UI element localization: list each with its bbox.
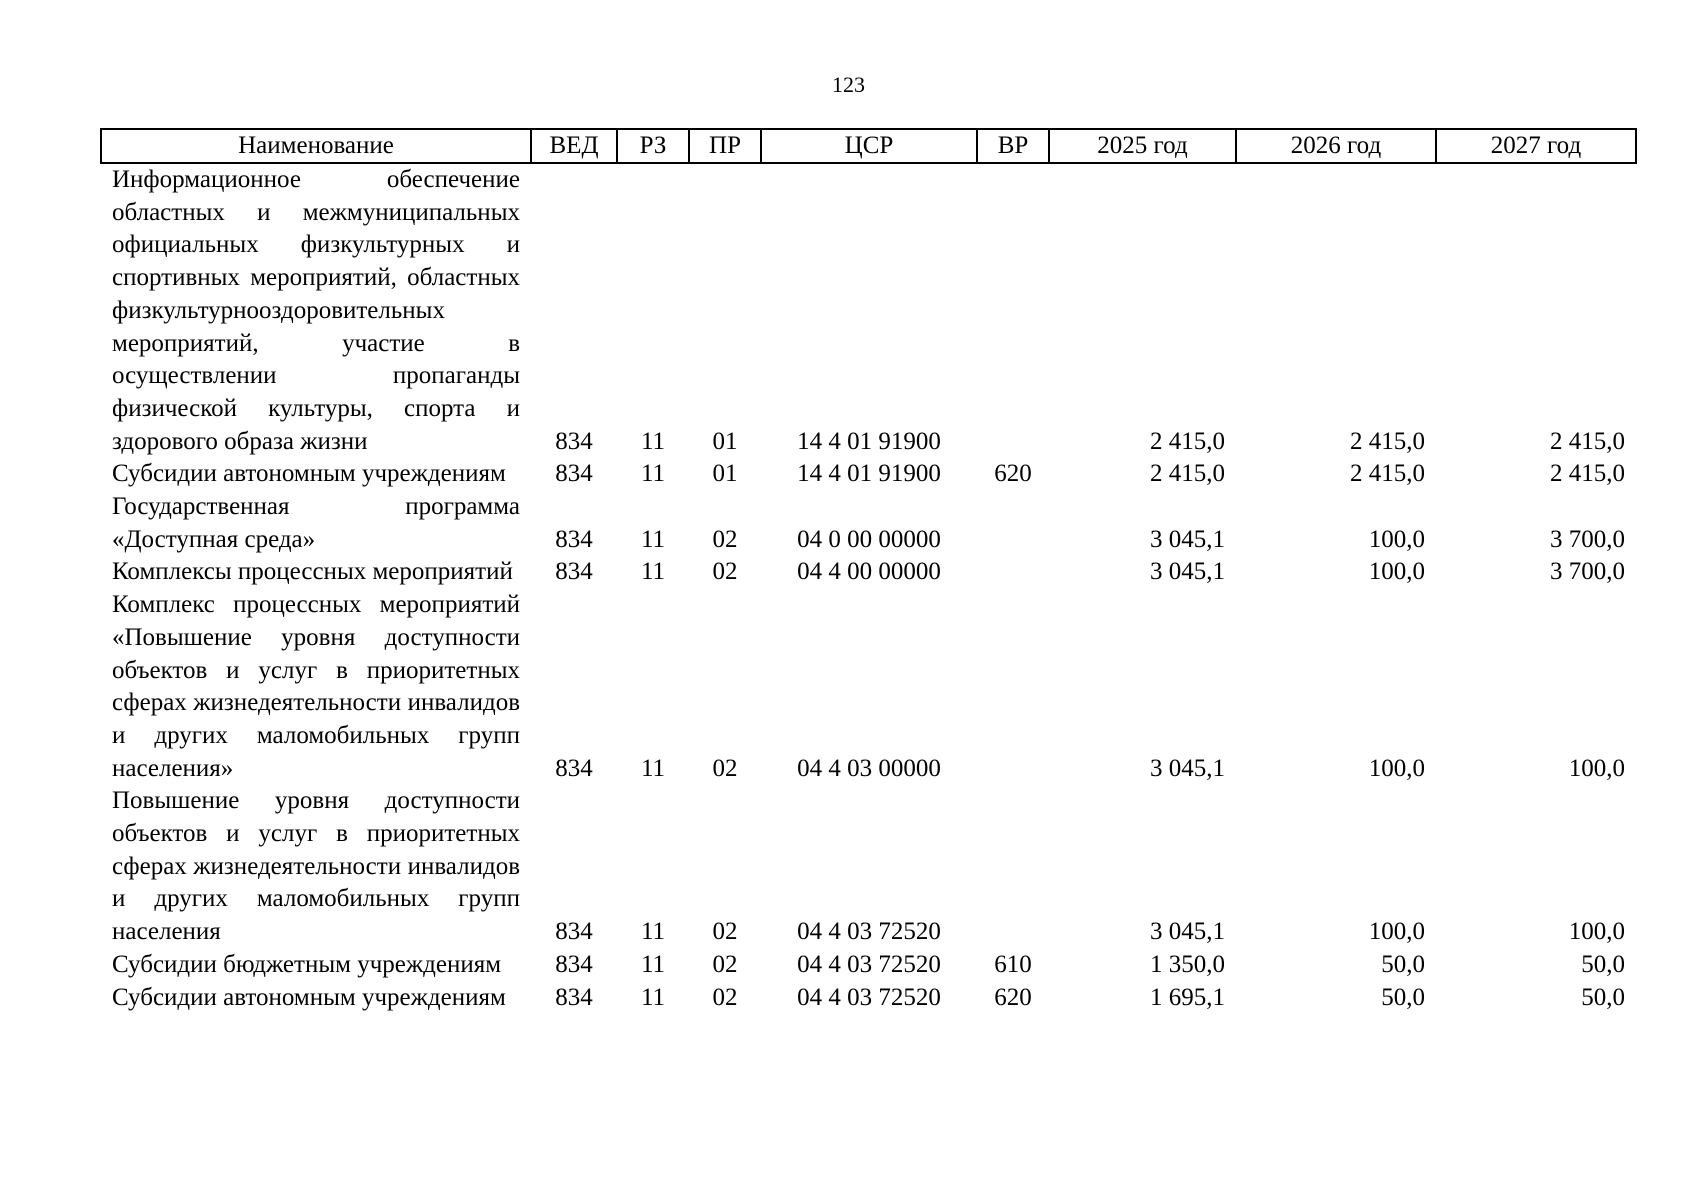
header-name: Наименование xyxy=(101,129,531,163)
row-name: Субсидии автономным учреждениям xyxy=(112,983,506,1011)
row-rz: 11 xyxy=(640,460,666,488)
row-vr xyxy=(977,491,1049,556)
row-2026: 50,0 xyxy=(1381,983,1425,1011)
row-2027: 3 700,0 xyxy=(1550,558,1625,586)
budget-table xyxy=(100,128,1637,1014)
row-pr: 02 xyxy=(712,918,738,946)
row-2027: 50,0 xyxy=(1581,950,1625,978)
row-2025: 3 045,1 xyxy=(1150,918,1225,946)
row-name: Субсидии бюджетным учреждениям xyxy=(112,950,502,978)
table-row xyxy=(101,556,1636,589)
header-csr: ЦСР xyxy=(761,129,977,163)
row-ved: 834 xyxy=(555,754,593,782)
row-csr: 14 4 01 91900 xyxy=(797,460,941,488)
row-vr xyxy=(977,785,1049,949)
row-pr: 02 xyxy=(712,983,738,1011)
row-2026: 100,0 xyxy=(1368,918,1425,946)
row-vr: 620 xyxy=(994,460,1032,488)
row-csr: 04 0 00 00000 xyxy=(797,525,941,553)
table-row xyxy=(101,589,1636,785)
row-2025: 1 695,1 xyxy=(1150,983,1225,1011)
row-rz: 11 xyxy=(640,754,666,782)
table-row xyxy=(101,949,1636,982)
row-rz: 11 xyxy=(640,983,666,1011)
row-2025: 3 045,1 xyxy=(1150,525,1225,553)
header-pr: ПР xyxy=(689,129,761,163)
row-rz: 11 xyxy=(640,525,666,553)
page-number: 123 xyxy=(832,72,865,97)
row-name: Государственная программа «Доступная среда» xyxy=(112,493,520,553)
header-2026: 2026 год xyxy=(1236,129,1436,163)
row-csr: 04 4 03 00000 xyxy=(797,754,941,782)
row-2027: 100,0 xyxy=(1568,918,1625,946)
row-csr: 04 4 03 72520 xyxy=(797,950,941,978)
row-2026: 100,0 xyxy=(1368,525,1425,553)
row-ved: 834 xyxy=(555,525,593,553)
row-2025: 3 045,1 xyxy=(1150,558,1225,586)
header-2027: 2027 год xyxy=(1436,129,1636,163)
row-pr: 02 xyxy=(712,525,738,553)
row-2026: 50,0 xyxy=(1381,950,1425,978)
row-ved: 834 xyxy=(555,558,593,586)
row-2026: 100,0 xyxy=(1368,754,1425,782)
row-2027: 2 415,0 xyxy=(1550,460,1625,488)
table-row xyxy=(101,163,1636,458)
row-2025: 3 045,1 xyxy=(1150,754,1225,782)
row-pr: 01 xyxy=(712,427,738,455)
row-2027: 100,0 xyxy=(1568,754,1625,782)
row-pr: 02 xyxy=(712,558,738,586)
row-name: Субсидии автономным учреждениям xyxy=(112,460,506,488)
row-pr: 02 xyxy=(712,950,738,978)
row-ved: 834 xyxy=(555,460,593,488)
row-ved: 834 xyxy=(555,427,593,455)
row-rz: 11 xyxy=(640,558,666,586)
row-pr: 01 xyxy=(712,460,738,488)
row-2027: 2 415,0 xyxy=(1550,427,1625,455)
row-pr: 02 xyxy=(712,754,738,782)
row-ved: 834 xyxy=(555,918,593,946)
row-name: Комплексы процессных мероприятий xyxy=(112,558,513,586)
header-rz: РЗ xyxy=(617,129,689,163)
row-csr: 14 4 01 91900 xyxy=(797,427,941,455)
row-vr: 610 xyxy=(994,950,1032,978)
row-csr: 04 4 00 00000 xyxy=(797,558,941,586)
table-row xyxy=(101,491,1636,556)
header-2025: 2025 год xyxy=(1049,129,1236,163)
table-row xyxy=(101,785,1636,949)
table-header xyxy=(101,129,1636,163)
table-row xyxy=(101,458,1636,491)
row-2025: 2 415,0 xyxy=(1150,460,1225,488)
row-2025: 1 350,0 xyxy=(1150,950,1225,978)
row-vr xyxy=(977,589,1049,785)
row-csr: 04 4 03 72520 xyxy=(797,918,941,946)
row-rz: 11 xyxy=(640,427,666,455)
row-vr: 620 xyxy=(994,983,1032,1011)
header-ved: ВЕД xyxy=(531,129,617,163)
row-csr: 04 4 03 72520 xyxy=(797,983,941,1011)
row-vr xyxy=(977,556,1049,589)
row-2027: 50,0 xyxy=(1581,983,1625,1011)
row-vr xyxy=(977,163,1049,458)
table-row xyxy=(101,982,1636,1015)
row-name: Комплекс процессных мероприятий «Повышение уровня доступности объектов и услуг в приоритетных сферах жизнедеятельности инвалидов и других маломобильных групп населения» xyxy=(112,591,520,782)
header-vr: ВР xyxy=(977,129,1049,163)
row-rz: 11 xyxy=(640,950,666,978)
row-2027: 3 700,0 xyxy=(1550,525,1625,553)
row-rz: 11 xyxy=(640,918,666,946)
row-2026: 2 415,0 xyxy=(1350,460,1425,488)
row-name: Повышение уровня доступности объектов и услуг в приоритетных сферах жизнедеятельности инвалидов и других маломобильных групп населения xyxy=(112,787,520,946)
row-ved: 834 xyxy=(555,983,593,1011)
row-2026: 100,0 xyxy=(1368,558,1425,586)
row-2025: 2 415,0 xyxy=(1150,427,1225,455)
row-ved: 834 xyxy=(555,950,593,978)
row-2026: 2 415,0 xyxy=(1350,427,1425,455)
row-name: Информационное обеспечение областных и межмуниципальных официальных физкультурных и спортивных мероприятий, областных физкультурнооздоровительных мероприятий, участие в осуществлении пропаганды физической культуры, спорта и здорового образа жизни xyxy=(112,166,520,455)
